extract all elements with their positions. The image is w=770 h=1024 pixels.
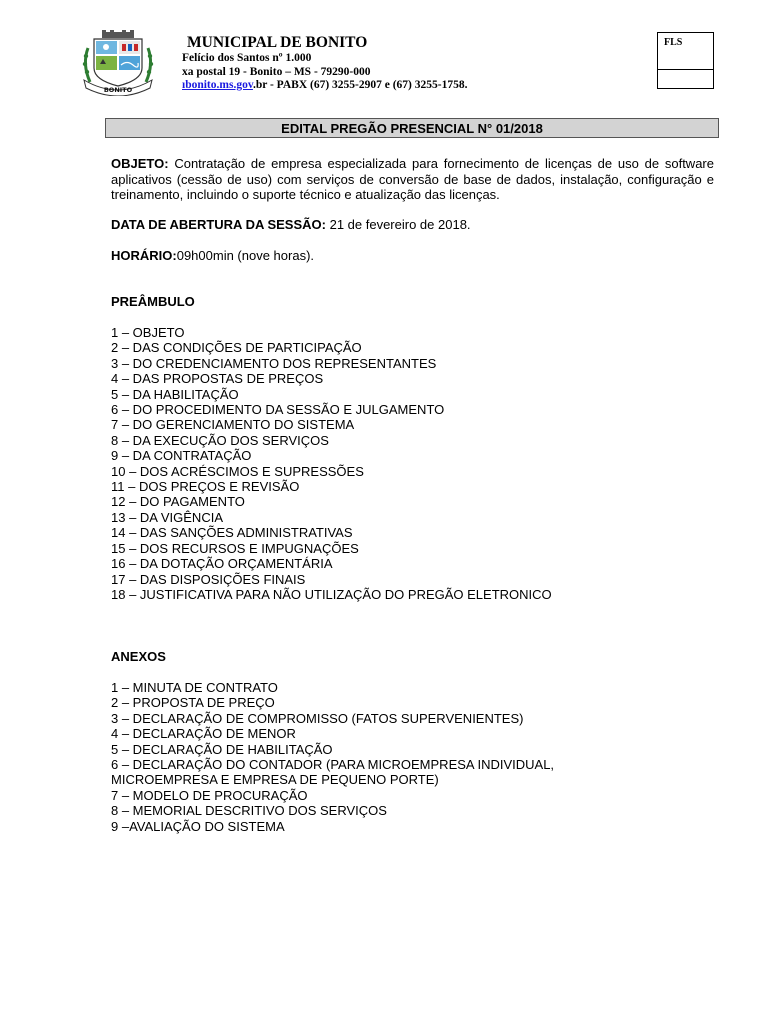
list-item: 12 – DO PAGAMENTO	[111, 494, 245, 510]
abertura-label: DATA DE ABERTURA DA SESSÃO:	[111, 217, 326, 232]
fls-label: FLS	[664, 37, 683, 48]
anexos-heading: ANEXOS	[111, 649, 166, 664]
list-item: 16 – DA DOTAÇÃO ORÇAMENTÁRIA	[111, 556, 333, 572]
list-item: 5 – DA HABILITAÇÃO	[111, 386, 239, 402]
list-item: 10 – DOS ACRÉSCIMOS E SUPRESSÕES	[111, 463, 364, 479]
list-item: 8 – DA EXECUÇÃO DOS SERVIÇOS	[111, 432, 329, 448]
header-postal: xa postal 19 - Bonito – MS - 79290-000	[182, 66, 371, 78]
list-item: 18 – JUSTIFICATIVA PARA NÃO UTILIZAÇÃO DO PREGÃO ELETRONICO	[111, 586, 552, 602]
objeto-label: OBJETO:	[111, 156, 169, 171]
header-address: Felício dos Santos nº 1.000	[182, 52, 312, 64]
list-item: 11 – DOS PREÇOS E REVISÃO	[111, 479, 300, 495]
list-item: 1 – MINUTA DE CONTRATO	[111, 680, 278, 695]
svg-text:BONITO: BONITO	[103, 86, 133, 94]
abertura-value: 21 de fevereiro de 2018.	[325, 217, 471, 232]
list-item: 5 – DECLARAÇÃO DE HABILITAÇÃO	[111, 741, 333, 757]
anexos-list	[111, 680, 554, 834]
list-item: 4 – DAS PROPOSTAS DE PREÇOS	[111, 371, 324, 387]
list-item: 15 – DOS RECURSOS E IMPUGNAÇÕES	[111, 540, 359, 556]
list-item: 4 – DECLARAÇÃO DE MENOR	[111, 726, 296, 742]
list-item: 3 – DECLARAÇÃO DE COMPROMISSO (FATOS SUPERVENIENTES)	[111, 710, 524, 726]
list-item: 7 – DO GERENCIAMENTO DO SISTEMA	[111, 417, 355, 433]
horario-line	[111, 248, 314, 263]
list-item: 7 – MODELO DE PROCURAÇÃO	[111, 787, 308, 803]
list-item: 17 – DAS DISPOSIÇÕES FINAIS	[111, 571, 306, 587]
horario-value: 09h00min (nove horas).	[176, 248, 315, 263]
list-item: 13 – DA VIGÊNCIA	[111, 509, 223, 525]
edital-title-banner: EDITAL PREGÃO PRESENCIAL N° 01/2018	[105, 118, 719, 138]
horario-label: HORÁRIO:	[111, 248, 177, 263]
preambulo-heading: PREÂMBULO	[111, 294, 195, 309]
list-item: MICROEMPRESA E EMPRESA DE PEQUENO PORTE)	[111, 772, 439, 788]
fls-box	[657, 32, 714, 89]
list-item: 6 – DECLARAÇÃO DO CONTADOR (PARA MICROEMPRESA INDIVIDUAL,	[111, 757, 555, 773]
header-title: MUNICIPAL DE BONITO	[187, 34, 368, 51]
list-item: 9 – DA CONTRATAÇÃO	[111, 448, 252, 464]
website-link[interactable]: ıbonito.ms.gov	[182, 79, 253, 91]
abertura-line	[111, 217, 471, 232]
list-item: 8 – MEMORIAL DESCRITIVO DOS SERVIÇOS	[111, 803, 387, 819]
list-item: 14 – DAS SANÇÕES ADMINISTRATIVAS	[111, 525, 353, 541]
list-item: 2 – PROPOSTA DE PREÇO	[111, 695, 275, 711]
header-phone: .br - PABX (67) 3255-2907 e (67) 3255-1758.	[252, 79, 468, 91]
list-item: 1 – OBJETO	[111, 325, 185, 340]
list-item: 9 –AVALIAÇÃO DO SISTEMA	[111, 818, 285, 834]
municipal-crest-logo	[80, 30, 156, 96]
list-item: 3 – DO CREDENCIAMENTO DOS REPRESENTANTES	[111, 355, 437, 371]
header-contact	[182, 79, 467, 91]
list-item: 6 – DO PROCEDIMENTO DA SESSÃO E JULGAMENTO	[111, 402, 445, 418]
objeto-paragraph	[111, 156, 714, 203]
list-item: 2 – DAS CONDIÇÕES DE PARTICIPAÇÃO	[111, 340, 362, 356]
preambulo-list	[111, 325, 552, 602]
fls-divider	[658, 69, 713, 70]
objeto-text: Contratação de empresa especializada para fornecimento de licenças de uso de software aplicativos (cessão de uso) com serviços de conversão de base de dados, instalação, configuração e treinamento, incluindo o suporte técnico e atualização das licenças.	[111, 156, 714, 202]
